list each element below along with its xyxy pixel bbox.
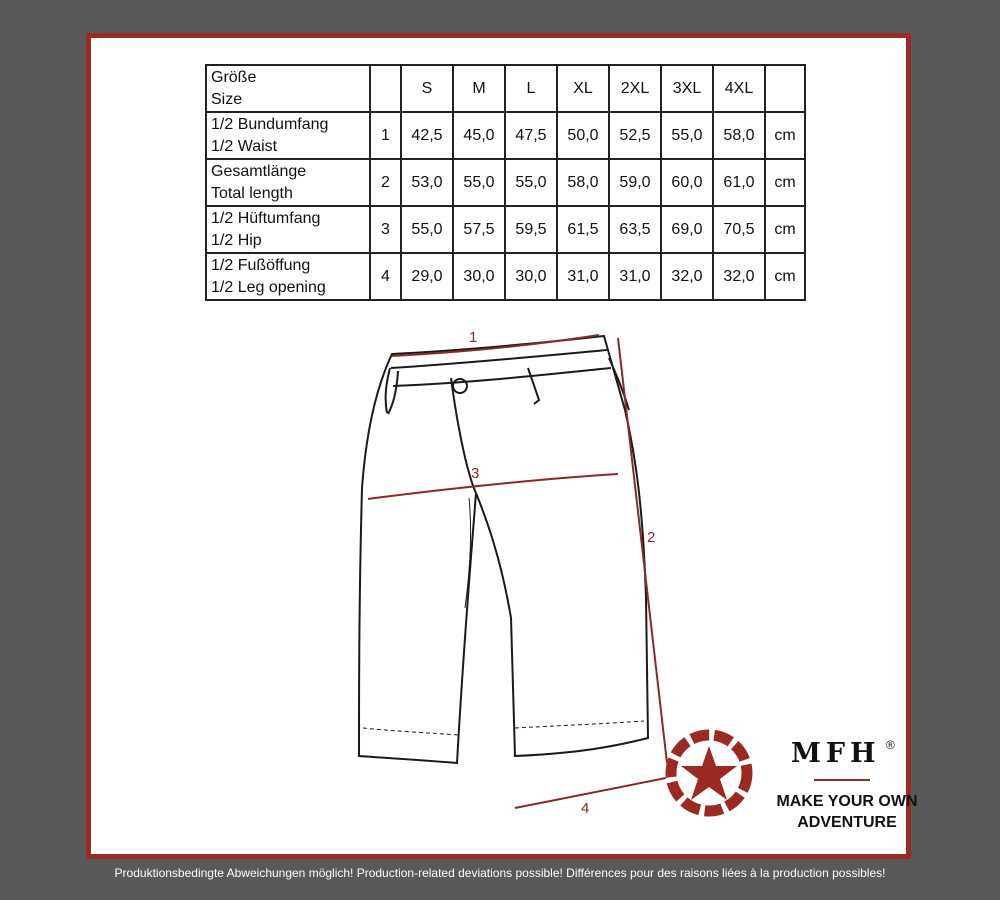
header-label-en: Size [211,90,243,108]
hip-measure-line [368,474,618,499]
measure-value: 61,5 [557,206,609,253]
brand-slogan: MAKE YOUR OWN ADVENTURE [776,793,918,831]
row-number: 1 [370,112,401,159]
header-label-de: Größe [211,68,257,86]
measure-value: 45,0 [453,112,505,159]
measure-value: 58,0 [557,159,609,206]
shorts-outline [359,336,648,763]
brand-name: MFH [791,738,881,769]
size-header-cell: L [505,65,557,112]
size-header-cell: 4XL [713,65,765,112]
registered-mark: ® [886,738,895,752]
row-label-de: 1/2 Fußöffung [211,256,311,274]
size-header-cell: M [453,65,505,112]
row-number: 2 [370,159,401,206]
measure-value: 53,0 [401,159,453,206]
marker-1: 1 [469,329,478,346]
measure-value: 30,0 [505,253,557,300]
size-header-cell: 2XL [609,65,661,112]
measure-value: 63,5 [609,206,661,253]
measure-value: 42,5 [401,112,453,159]
measure-value: 69,0 [661,206,713,253]
row-label-en: 1/2 Leg opening [211,278,326,296]
measurement-lines [368,335,667,808]
measure-value: 30,0 [453,253,505,300]
row-unit: cm [765,159,805,206]
row-label-en: 1/2 Hip [211,231,262,249]
measure-value: 31,0 [557,253,609,300]
brand-divider [814,779,870,781]
measure-value: 31,0 [609,253,661,300]
star-icon [671,735,747,811]
marker-4: 4 [581,800,590,817]
row-label-de: 1/2 Bundumfang [211,115,329,133]
measure-value: 60,0 [661,159,713,206]
row-number: 4 [370,253,401,300]
marker-3: 3 [471,465,480,482]
measure-value: 32,0 [661,253,713,300]
measure-value: 50,0 [557,112,609,159]
row-unit: cm [765,206,805,253]
row-unit: cm [765,112,805,159]
measure-value: 61,0 [713,159,765,206]
size-header-cell: XL [557,65,609,112]
shorts-diagram [91,38,906,854]
measure-value: 55,0 [661,112,713,159]
disclaimer-footer: Produktionsbedingte Abweichungen möglich! Production-related deviations possible! Différences pour des raisons liées à la production possibles! [114,866,886,880]
measure-value: 29,0 [401,253,453,300]
row-unit: cm [765,253,805,300]
row-label-de: 1/2 Hüftumfang [211,209,321,227]
measure-value: 32,0 [713,253,765,300]
length-measure-line [618,338,667,763]
measure-value: 59,5 [505,206,557,253]
row-label-de: Gesamtlänge [211,162,307,180]
measure-value: 55,0 [401,206,453,253]
row-label-en: 1/2 Waist [211,137,278,155]
measure-value: 52,5 [609,112,661,159]
measure-value: 57,5 [453,206,505,253]
size-header-cell: 3XL [661,65,713,112]
leg-opening-measure-line [515,778,666,808]
marker-2: 2 [647,529,656,546]
measure-value: 47,5 [505,112,557,159]
size-header-cell: S [401,65,453,112]
measure-value: 55,0 [505,159,557,206]
measure-value: 55,0 [453,159,505,206]
row-label-en: Total length [211,184,293,202]
measure-value: 70,5 [713,206,765,253]
measure-value: 59,0 [609,159,661,206]
row-number: 3 [370,206,401,253]
size-chart-sheet [86,33,918,859]
measure-value: 58,0 [713,112,765,159]
